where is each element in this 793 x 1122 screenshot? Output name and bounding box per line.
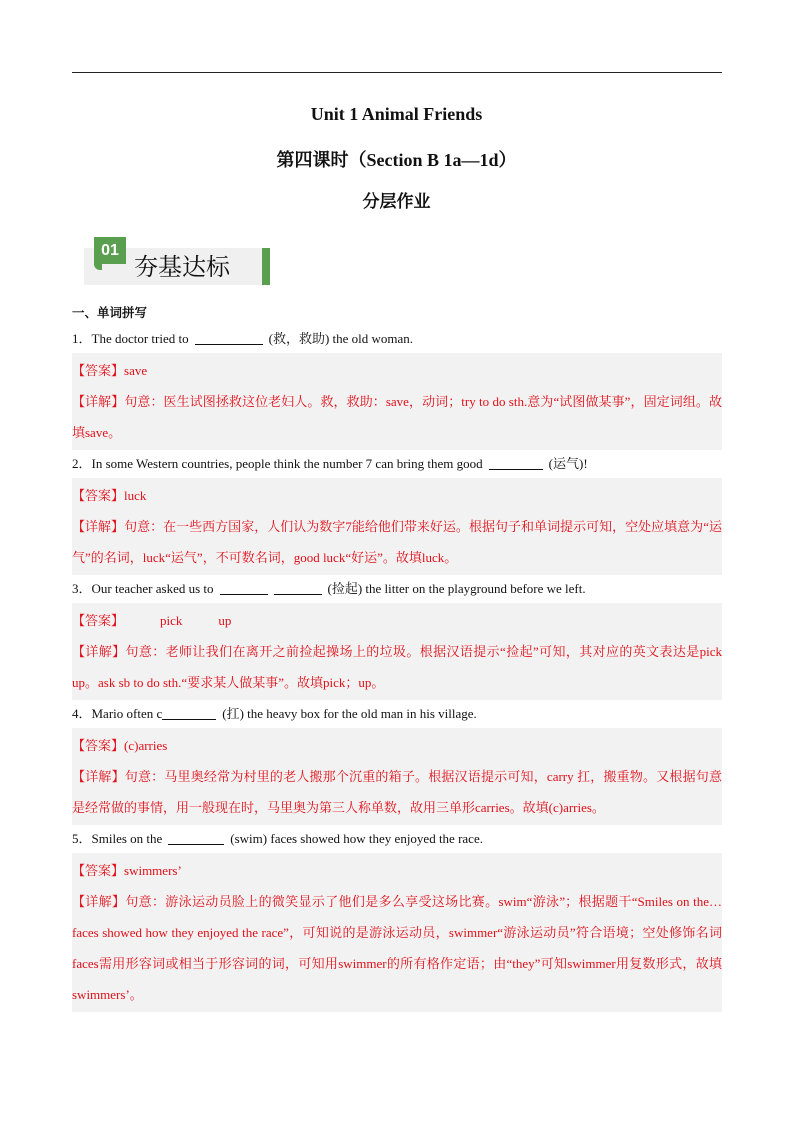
answer-blank (195, 330, 263, 345)
banner-tail (94, 264, 102, 270)
question-text: 1．The doctor tried to (72, 331, 189, 346)
question-text: 3．Our teacher asked us to (72, 581, 214, 596)
answer-blank (274, 580, 322, 595)
detail-text: 句意：马里奥经常为村里的老人搬那个沉重的箱子。根据汉语提示可知，carry 扛，搬重物。又根据句意是经常做的事情，用一般现在时，马里奥为第三人称单数，故用三单形carries。故填(c)arries。 (72, 769, 722, 815)
doc-subtitle-2: 分层作业 (362, 192, 431, 212)
answer-block (72, 478, 722, 575)
question-text: 4．Mario often c (72, 706, 163, 721)
header-rule (72, 72, 722, 73)
answer-blank (162, 705, 216, 720)
question-text: (救，救助) the old woman. (268, 331, 414, 346)
detail-text: 句意：在一些西方国家，人们认为数字7能给他们带来好运。根据句子和单词提示可知，空处应填意为“运气”的名词，luck“运气”，不可数名词，good luck“好运”。故填luck。 (72, 519, 722, 565)
banner-number: 01 (94, 237, 126, 264)
doc-title: Unit 1 Animal Friends (310, 104, 483, 124)
answer-blank (489, 455, 543, 470)
answer-value: luck (124, 488, 147, 503)
answer-value: (c)arries (124, 738, 168, 753)
detail-text: 句意：老师让我们在离开之前捡起操场上的垃圾。根据汉语提示“捡起”可知，其对应的英文表达是pick up。ask sb to do sth.“要求某人做某事”。故填pick；up。 (72, 644, 722, 690)
question-text: 5．Smiles on the (72, 831, 163, 846)
detail-tag: 【详解】 (72, 894, 126, 909)
question-2 (72, 450, 722, 575)
section-banner (84, 242, 270, 285)
answer-tag: 【答案】 (72, 363, 125, 378)
answer-block (72, 853, 722, 1012)
question-text: (运气)! (548, 456, 588, 471)
question-1 (72, 325, 722, 450)
answer-block (72, 603, 722, 700)
answer-value: swimmers’ (124, 863, 182, 878)
answer-value: up (218, 613, 232, 628)
doc-subtitle: 第四课时（Section B 1a—1d） (276, 150, 517, 170)
answer-value: pick (160, 613, 183, 628)
banner-label: 夯基达标 (134, 253, 230, 281)
answer-blank (220, 580, 268, 595)
detail-text: 句意：医生试图拯救这位老妇人。救，救助：save，动词；try to do sth.意为“试图做某事”，固定词组。故填save。 (72, 394, 722, 440)
answer-tag: 【答案】 (72, 613, 125, 628)
answer-blank (168, 830, 224, 845)
question-4 (72, 700, 722, 825)
question-text: (swim) faces showed how they enjoyed the race. (230, 831, 483, 846)
detail-tag: 【详解】 (72, 394, 125, 409)
answer-block (72, 728, 722, 825)
question-text: 2．In some Western countries, people think the number 7 can bring them good (72, 456, 483, 471)
question-3 (72, 575, 722, 700)
content (72, 300, 722, 1012)
section-heading: 一、单词拼写 (72, 305, 148, 320)
answer-value: save (124, 363, 148, 378)
answer-block (72, 353, 722, 450)
question-text: (捡起) the litter on the playground before we left. (327, 581, 586, 596)
question-text: (扛) the heavy box for the old man in his village. (222, 706, 477, 721)
question-5 (72, 825, 722, 1012)
detail-tag: 【详解】 (72, 769, 125, 784)
answer-tag: 【答案】 (72, 738, 125, 753)
detail-text: 句意：游泳运动员脸上的微笑显示了他们是多么享受这场比赛。swim“游泳”；根据题干“Smiles on the…faces showed how they enjoyed the race”，可知说的是游泳运动员，swimmer“游泳运动员”符合语境；空处修饰名词faces需用形容词或相当于形容词的词，可知用swimmer的所有格作定语；由“they”可知swimmer用复数形式，故填swimmers’。 (72, 894, 722, 1002)
answer-tag: 【答案】 (72, 488, 125, 503)
banner-bar (262, 248, 270, 285)
detail-tag: 【详解】 (72, 644, 126, 659)
detail-tag: 【详解】 (72, 519, 125, 534)
answer-tag: 【答案】 (72, 863, 125, 878)
